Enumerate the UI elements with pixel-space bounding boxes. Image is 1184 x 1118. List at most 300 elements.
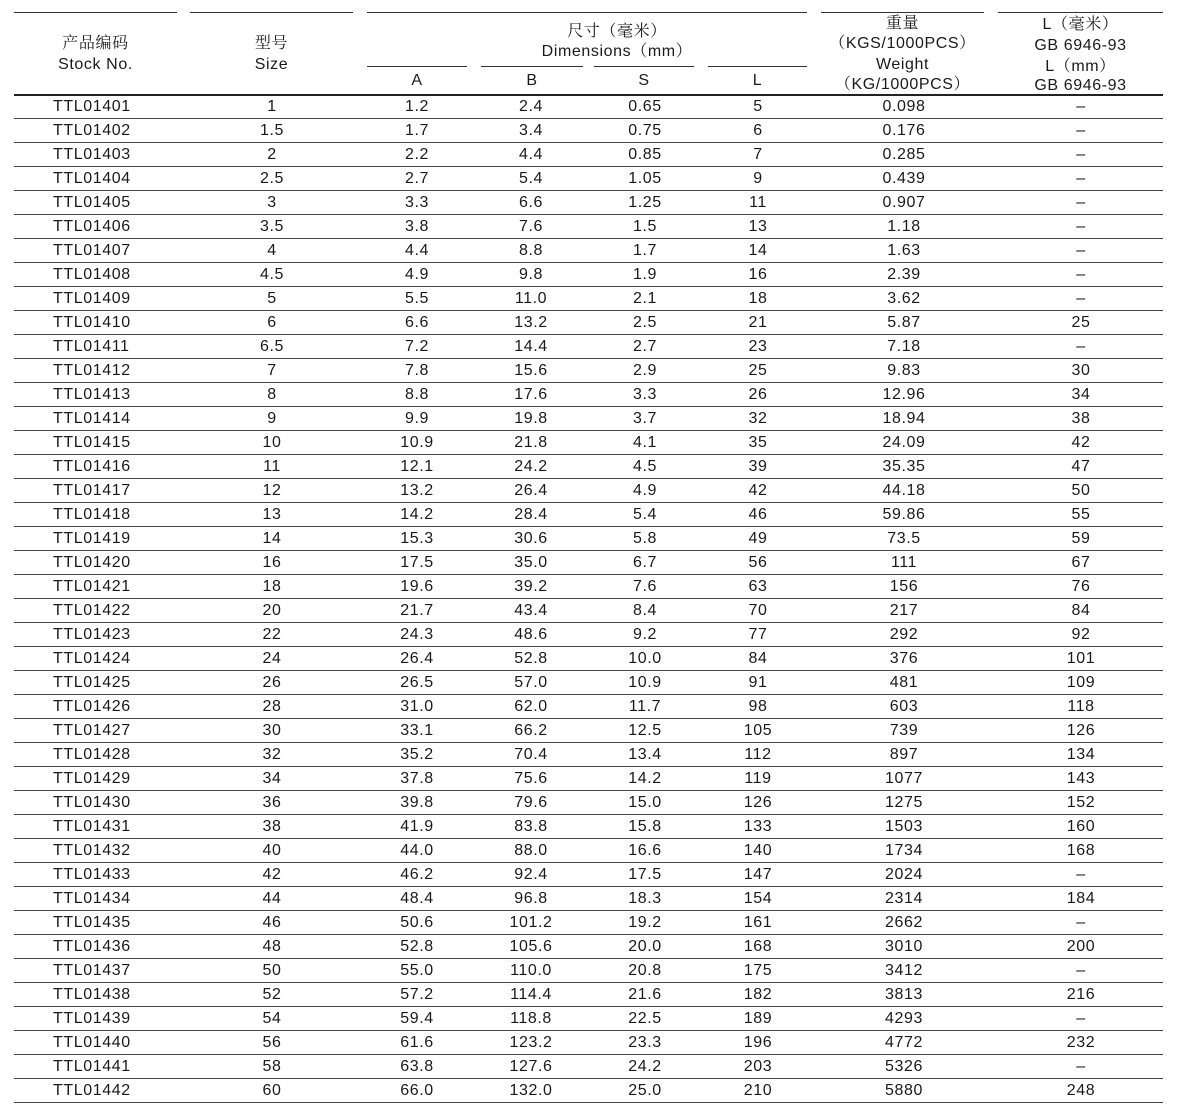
cell-weight: 2662 bbox=[885, 914, 923, 931]
cell-size: 10 bbox=[262, 434, 282, 451]
cell-gb-length: – bbox=[1076, 338, 1086, 355]
cell-s: 0.65 bbox=[628, 98, 662, 115]
cell-size: 60 bbox=[262, 1082, 282, 1099]
cell-l: 7 bbox=[753, 146, 763, 163]
cell-gb-length: 59 bbox=[1071, 530, 1091, 547]
cell-stock-no: TTL01426 bbox=[53, 698, 131, 715]
cell-s: 5.4 bbox=[632, 506, 658, 523]
cell-stock-no: TTL01442 bbox=[53, 1082, 131, 1099]
cell-gb-length: 67 bbox=[1071, 554, 1091, 571]
cell-b: 96.8 bbox=[514, 890, 548, 907]
cell-stock-no: TTL01436 bbox=[53, 938, 131, 955]
cell-gb-length: 50 bbox=[1071, 482, 1091, 499]
dims-sub-rule-s bbox=[594, 66, 694, 67]
cell-weight: 1734 bbox=[885, 842, 923, 859]
cell-a: 1.7 bbox=[404, 122, 430, 139]
cell-l: 154 bbox=[743, 890, 773, 907]
cell-b: 17.6 bbox=[514, 386, 548, 403]
cell-gb-length: – bbox=[1076, 218, 1086, 235]
cell-b: 88.0 bbox=[514, 842, 548, 859]
cell-l: 119 bbox=[744, 770, 772, 787]
cell-l: 98 bbox=[748, 698, 768, 715]
cell-size: 11 bbox=[263, 458, 281, 475]
cell-gb-length: – bbox=[1076, 170, 1086, 187]
cell-weight: 1503 bbox=[885, 818, 923, 835]
cell-a: 4.4 bbox=[404, 242, 430, 259]
cell-a: 66.0 bbox=[400, 1082, 434, 1099]
header-gb-std2: GB 6946-93 bbox=[1034, 77, 1127, 94]
header-top-rule-stock bbox=[14, 12, 177, 13]
cell-a: 2.2 bbox=[404, 146, 430, 163]
cell-gb-length: 143 bbox=[1066, 770, 1096, 787]
table-row bbox=[14, 551, 1163, 575]
table-row bbox=[14, 599, 1163, 623]
cell-s: 24.2 bbox=[628, 1058, 662, 1075]
cell-b: 2.4 bbox=[518, 98, 544, 115]
cell-s: 19.2 bbox=[628, 914, 662, 931]
table-row bbox=[14, 527, 1163, 551]
cell-size: 4 bbox=[267, 242, 277, 259]
cell-a: 5.5 bbox=[404, 290, 430, 307]
cell-weight: 1275 bbox=[885, 794, 923, 811]
cell-weight: 4772 bbox=[885, 1034, 923, 1051]
cell-s: 15.0 bbox=[628, 794, 662, 811]
cell-size: 44 bbox=[262, 890, 282, 907]
table-row bbox=[14, 575, 1163, 599]
cell-stock-no: TTL01429 bbox=[53, 770, 131, 787]
cell-a: 26.5 bbox=[400, 674, 434, 691]
cell-size: 3 bbox=[267, 194, 277, 211]
cell-gb-length: 134 bbox=[1066, 746, 1096, 763]
cell-gb-length: 200 bbox=[1066, 938, 1096, 955]
cell-b: 3.4 bbox=[518, 122, 544, 139]
table-row bbox=[14, 719, 1163, 743]
cell-stock-no: TTL01412 bbox=[53, 362, 131, 379]
table-row bbox=[14, 407, 1163, 431]
table-row bbox=[14, 959, 1163, 983]
cell-l: 77 bbox=[748, 626, 768, 643]
cell-stock-no: TTL01418 bbox=[53, 506, 131, 523]
table-row bbox=[14, 695, 1163, 719]
cell-a: 3.8 bbox=[404, 218, 430, 235]
cell-a: 63.8 bbox=[400, 1058, 434, 1075]
cell-l: 91 bbox=[748, 674, 768, 691]
cell-weight: 376 bbox=[889, 650, 919, 667]
cell-s: 1.25 bbox=[628, 194, 662, 211]
header-size-cn: 型号 bbox=[254, 35, 289, 52]
cell-a: 59.4 bbox=[400, 1010, 434, 1027]
cell-l: 42 bbox=[748, 482, 768, 499]
table-row bbox=[14, 359, 1163, 383]
table-row bbox=[14, 815, 1163, 839]
cell-s: 4.9 bbox=[632, 482, 658, 499]
cell-stock-no: TTL01417 bbox=[53, 482, 131, 499]
cell-gb-length: 184 bbox=[1066, 890, 1096, 907]
cell-s: 7.6 bbox=[632, 578, 658, 595]
cell-b: 9.8 bbox=[518, 266, 544, 283]
cell-stock-no: TTL01427 bbox=[53, 722, 131, 739]
cell-size: 42 bbox=[262, 866, 282, 883]
table-row bbox=[14, 1007, 1163, 1031]
cell-a: 35.2 bbox=[400, 746, 434, 763]
cell-gb-length: 84 bbox=[1071, 602, 1091, 619]
cell-stock-no: TTL01437 bbox=[53, 962, 131, 979]
cell-gb-length: 34 bbox=[1071, 386, 1091, 403]
cell-b: 70.4 bbox=[514, 746, 548, 763]
cell-s: 3.7 bbox=[632, 410, 658, 427]
cell-size: 13 bbox=[262, 506, 282, 523]
cell-weight: 5.87 bbox=[887, 314, 921, 331]
cell-size: 58 bbox=[262, 1058, 282, 1075]
cell-b: 114.4 bbox=[510, 986, 552, 1003]
table-row bbox=[14, 455, 1163, 479]
cell-gb-length: – bbox=[1076, 866, 1086, 883]
cell-l: 6 bbox=[753, 122, 763, 139]
header-top-rule-size bbox=[190, 12, 353, 13]
cell-s: 4.1 bbox=[632, 434, 658, 451]
table-row bbox=[14, 479, 1163, 503]
cell-weight: 18.94 bbox=[882, 410, 926, 427]
cell-weight: 59.86 bbox=[882, 506, 926, 523]
cell-s: 20.8 bbox=[628, 962, 662, 979]
cell-b: 132.0 bbox=[509, 1082, 553, 1099]
cell-gb-length: 30 bbox=[1071, 362, 1091, 379]
cell-size: 9 bbox=[267, 410, 277, 427]
row-rule bbox=[14, 1102, 1163, 1103]
table-row bbox=[14, 383, 1163, 407]
header-gb-std1: GB 6946-93 bbox=[1034, 37, 1127, 54]
cell-a: 2.7 bbox=[404, 170, 430, 187]
header-weight-en: Weight bbox=[875, 56, 930, 73]
cell-gb-length: – bbox=[1076, 242, 1086, 259]
cell-stock-no: TTL01419 bbox=[53, 530, 131, 547]
cell-l: 35 bbox=[748, 434, 768, 451]
cell-s: 23.3 bbox=[628, 1034, 662, 1051]
dims-sub-rule-l bbox=[708, 66, 807, 67]
table-row bbox=[14, 167, 1163, 191]
cell-weight: 217 bbox=[889, 602, 919, 619]
table-row bbox=[14, 191, 1163, 215]
cell-b: 35.0 bbox=[514, 554, 548, 571]
cell-b: 43.4 bbox=[514, 602, 548, 619]
cell-weight: 3412 bbox=[885, 962, 923, 979]
cell-gb-length: 152 bbox=[1066, 794, 1096, 811]
cell-l: 56 bbox=[748, 554, 768, 571]
cell-size: 16 bbox=[262, 554, 282, 571]
cell-b: 7.6 bbox=[518, 218, 544, 235]
cell-s: 14.2 bbox=[628, 770, 662, 787]
cell-stock-no: TTL01441 bbox=[53, 1058, 131, 1075]
cell-size: 22 bbox=[262, 626, 282, 643]
cell-gb-length: 101 bbox=[1066, 650, 1096, 667]
cell-size: 54 bbox=[262, 1010, 282, 1027]
cell-b: 21.8 bbox=[514, 434, 548, 451]
cell-size: 6 bbox=[267, 314, 277, 331]
table-row bbox=[14, 503, 1163, 527]
table-row bbox=[14, 335, 1163, 359]
table-row bbox=[14, 287, 1163, 311]
table-row bbox=[14, 911, 1163, 935]
cell-a: 44.0 bbox=[400, 842, 434, 859]
cell-gb-length: – bbox=[1076, 1010, 1086, 1027]
cell-s: 2.5 bbox=[632, 314, 658, 331]
cell-a: 4.9 bbox=[404, 266, 430, 283]
table-row bbox=[14, 215, 1163, 239]
cell-stock-no: TTL01434 bbox=[53, 890, 131, 907]
header-dims-cn: 尺寸（毫米） bbox=[567, 23, 667, 40]
cell-size: 40 bbox=[262, 842, 282, 859]
cell-s: 13.4 bbox=[628, 746, 662, 763]
cell-size: 24 bbox=[262, 650, 282, 667]
cell-stock-no: TTL01438 bbox=[53, 986, 131, 1003]
cell-stock-no: TTL01402 bbox=[53, 122, 131, 139]
cell-l: 49 bbox=[748, 530, 768, 547]
cell-b: 39.2 bbox=[514, 578, 548, 595]
table-row bbox=[14, 311, 1163, 335]
cell-s: 10.9 bbox=[628, 674, 662, 691]
cell-weight: 7.18 bbox=[887, 338, 921, 355]
cell-l: 168 bbox=[743, 938, 773, 955]
cell-s: 1.7 bbox=[632, 242, 658, 259]
cell-s: 2.7 bbox=[632, 338, 658, 355]
cell-weight: 5880 bbox=[885, 1082, 923, 1099]
cell-stock-no: TTL01415 bbox=[53, 434, 131, 451]
cell-s: 5.8 bbox=[632, 530, 658, 547]
header-stock-en: Stock No. bbox=[58, 56, 133, 73]
cell-l: 39 bbox=[748, 458, 768, 475]
cell-l: 70 bbox=[748, 602, 768, 619]
cell-s: 4.5 bbox=[632, 458, 658, 475]
cell-l: 63 bbox=[748, 578, 768, 595]
cell-s: 12.5 bbox=[628, 722, 662, 739]
cell-size: 1.5 bbox=[259, 122, 285, 139]
header-col-a: A bbox=[411, 72, 423, 89]
dims-sub-rule-a bbox=[367, 66, 467, 67]
cell-weight: 0.285 bbox=[882, 146, 926, 163]
cell-a: 48.4 bbox=[400, 890, 434, 907]
cell-stock-no: TTL01413 bbox=[53, 386, 131, 403]
cell-a: 41.9 bbox=[400, 818, 434, 835]
cell-stock-no: TTL01414 bbox=[53, 410, 131, 427]
cell-l: 23 bbox=[748, 338, 768, 355]
cell-b: 127.6 bbox=[509, 1058, 553, 1075]
cell-l: 182 bbox=[743, 986, 773, 1003]
cell-b: 14.4 bbox=[514, 338, 548, 355]
cell-a: 3.3 bbox=[404, 194, 430, 211]
cell-s: 0.75 bbox=[628, 122, 662, 139]
cell-stock-no: TTL01407 bbox=[53, 242, 131, 259]
header-stock-cn: 产品编码 bbox=[62, 35, 129, 52]
cell-size: 52 bbox=[262, 986, 282, 1003]
cell-gb-length: 232 bbox=[1066, 1034, 1096, 1051]
cell-l: 25 bbox=[748, 362, 768, 379]
cell-stock-no: TTL01430 bbox=[53, 794, 131, 811]
cell-a: 19.6 bbox=[400, 578, 434, 595]
cell-weight: 111 bbox=[890, 554, 918, 571]
cell-b: 13.2 bbox=[514, 314, 548, 331]
cell-b: 8.8 bbox=[518, 242, 544, 259]
cell-weight: 0.439 bbox=[882, 170, 926, 187]
cell-stock-no: TTL01405 bbox=[53, 194, 131, 211]
cell-a: 37.8 bbox=[400, 770, 434, 787]
cell-size: 3.5 bbox=[259, 218, 285, 235]
cell-size: 56 bbox=[262, 1034, 282, 1051]
table-row bbox=[14, 143, 1163, 167]
header-weight-unit1: （KGS/1000PCS） bbox=[829, 35, 976, 52]
cell-size: 26 bbox=[262, 674, 282, 691]
cell-weight: 73.5 bbox=[887, 530, 921, 547]
cell-stock-no: TTL01416 bbox=[53, 458, 131, 475]
cell-stock-no: TTL01428 bbox=[53, 746, 131, 763]
cell-weight: 739 bbox=[889, 722, 919, 739]
cell-b: 11.0 bbox=[514, 290, 548, 307]
table-row bbox=[14, 767, 1163, 791]
header-gb-en: L（mm） bbox=[1045, 58, 1116, 75]
cell-s: 1.5 bbox=[632, 218, 658, 235]
cell-a: 46.2 bbox=[400, 866, 434, 883]
cell-l: 46 bbox=[748, 506, 768, 523]
table-row bbox=[14, 791, 1163, 815]
cell-l: 84 bbox=[748, 650, 768, 667]
cell-b: 66.2 bbox=[514, 722, 548, 739]
cell-size: 30 bbox=[262, 722, 282, 739]
cell-l: 210 bbox=[743, 1082, 773, 1099]
cell-a: 33.1 bbox=[400, 722, 434, 739]
cell-weight: 12.96 bbox=[882, 386, 926, 403]
cell-weight: 292 bbox=[889, 626, 919, 643]
cell-l: 105 bbox=[743, 722, 773, 739]
cell-stock-no: TTL01401 bbox=[53, 98, 131, 115]
table-row bbox=[14, 887, 1163, 911]
cell-l: 26 bbox=[748, 386, 768, 403]
cell-weight: 1.18 bbox=[887, 218, 921, 235]
cell-size: 46 bbox=[262, 914, 282, 931]
header-top-rule-gb bbox=[998, 12, 1163, 13]
cell-a: 7.8 bbox=[404, 362, 430, 379]
cell-b: 79.6 bbox=[514, 794, 548, 811]
cell-gb-length: 47 bbox=[1071, 458, 1091, 475]
cell-b: 30.6 bbox=[514, 530, 548, 547]
cell-a: 50.6 bbox=[400, 914, 434, 931]
cell-size: 2.5 bbox=[259, 170, 285, 187]
cell-a: 6.6 bbox=[404, 314, 430, 331]
cell-stock-no: TTL01409 bbox=[53, 290, 131, 307]
cell-weight: 0.907 bbox=[882, 194, 926, 211]
cell-a: 61.6 bbox=[400, 1034, 434, 1051]
header-gb-cn: L（毫米） bbox=[1042, 16, 1119, 33]
header-size-en: Size bbox=[254, 56, 289, 73]
cell-s: 18.3 bbox=[628, 890, 662, 907]
cell-gb-length: 25 bbox=[1071, 314, 1091, 331]
table-row bbox=[14, 863, 1163, 887]
cell-b: 52.8 bbox=[514, 650, 548, 667]
table-row bbox=[14, 935, 1163, 959]
cell-b: 105.6 bbox=[509, 938, 553, 955]
cell-b: 4.4 bbox=[518, 146, 544, 163]
cell-s: 15.8 bbox=[628, 818, 662, 835]
cell-gb-length: 160 bbox=[1066, 818, 1096, 835]
cell-s: 17.5 bbox=[628, 866, 662, 883]
cell-weight: 3010 bbox=[885, 938, 923, 955]
cell-b: 28.4 bbox=[514, 506, 548, 523]
cell-s: 20.0 bbox=[628, 938, 662, 955]
cell-stock-no: TTL01440 bbox=[53, 1034, 131, 1051]
cell-l: 161 bbox=[743, 914, 773, 931]
cell-size: 38 bbox=[262, 818, 282, 835]
table-row bbox=[14, 647, 1163, 671]
cell-stock-no: TTL01408 bbox=[53, 266, 131, 283]
cell-a: 1.2 bbox=[404, 98, 430, 115]
cell-b: 26.4 bbox=[514, 482, 548, 499]
cell-gb-length: – bbox=[1076, 914, 1086, 931]
cell-gb-length: 126 bbox=[1066, 722, 1096, 739]
cell-gb-length: – bbox=[1076, 98, 1086, 115]
cell-b: 110.0 bbox=[510, 962, 552, 979]
cell-a: 7.2 bbox=[404, 338, 430, 355]
cell-s: 10.0 bbox=[628, 650, 662, 667]
table-row bbox=[14, 431, 1163, 455]
cell-s: 3.3 bbox=[632, 386, 658, 403]
cell-s: 6.7 bbox=[632, 554, 658, 571]
cell-a: 57.2 bbox=[400, 986, 434, 1003]
cell-size: 8 bbox=[267, 386, 277, 403]
cell-l: 133 bbox=[743, 818, 773, 835]
cell-gb-length: 92 bbox=[1071, 626, 1091, 643]
table-row bbox=[14, 1031, 1163, 1055]
cell-size: 28 bbox=[262, 698, 282, 715]
table-row bbox=[14, 263, 1163, 287]
cell-b: 101.2 bbox=[509, 914, 553, 931]
cell-stock-no: TTL01403 bbox=[53, 146, 131, 163]
cell-a: 14.2 bbox=[400, 506, 434, 523]
cell-s: 2.9 bbox=[632, 362, 658, 379]
cell-s: 8.4 bbox=[632, 602, 658, 619]
cell-a: 13.2 bbox=[400, 482, 434, 499]
cell-weight: 0.176 bbox=[882, 122, 926, 139]
cell-b: 62.0 bbox=[514, 698, 548, 715]
cell-size: 2 bbox=[267, 146, 277, 163]
cell-l: 21 bbox=[748, 314, 768, 331]
cell-s: 16.6 bbox=[628, 842, 662, 859]
cell-gb-length: – bbox=[1076, 122, 1086, 139]
cell-size: 20 bbox=[262, 602, 282, 619]
cell-gb-length: 118 bbox=[1067, 698, 1095, 715]
cell-s: 21.6 bbox=[628, 986, 662, 1003]
cell-s: 1.05 bbox=[628, 170, 662, 187]
cell-a: 39.8 bbox=[400, 794, 434, 811]
cell-b: 57.0 bbox=[514, 674, 548, 691]
cell-a: 17.5 bbox=[400, 554, 434, 571]
table-row bbox=[14, 95, 1163, 119]
cell-a: 52.8 bbox=[400, 938, 434, 955]
cell-l: 196 bbox=[743, 1034, 773, 1051]
cell-s: 2.1 bbox=[632, 290, 658, 307]
header-top-rule-weight bbox=[821, 12, 984, 13]
cell-weight: 2314 bbox=[885, 890, 923, 907]
cell-l: 13 bbox=[748, 218, 768, 235]
cell-b: 75.6 bbox=[514, 770, 548, 787]
cell-a: 26.4 bbox=[400, 650, 434, 667]
cell-l: 147 bbox=[743, 866, 773, 883]
cell-l: 189 bbox=[743, 1010, 773, 1027]
cell-l: 112 bbox=[744, 746, 772, 763]
cell-b: 48.6 bbox=[514, 626, 548, 643]
cell-weight: 9.83 bbox=[887, 362, 921, 379]
cell-gb-length: – bbox=[1076, 266, 1086, 283]
cell-b: 123.2 bbox=[509, 1034, 553, 1051]
header-weight-unit2: （KG/1000PCS） bbox=[834, 76, 971, 93]
cell-s: 25.0 bbox=[628, 1082, 662, 1099]
